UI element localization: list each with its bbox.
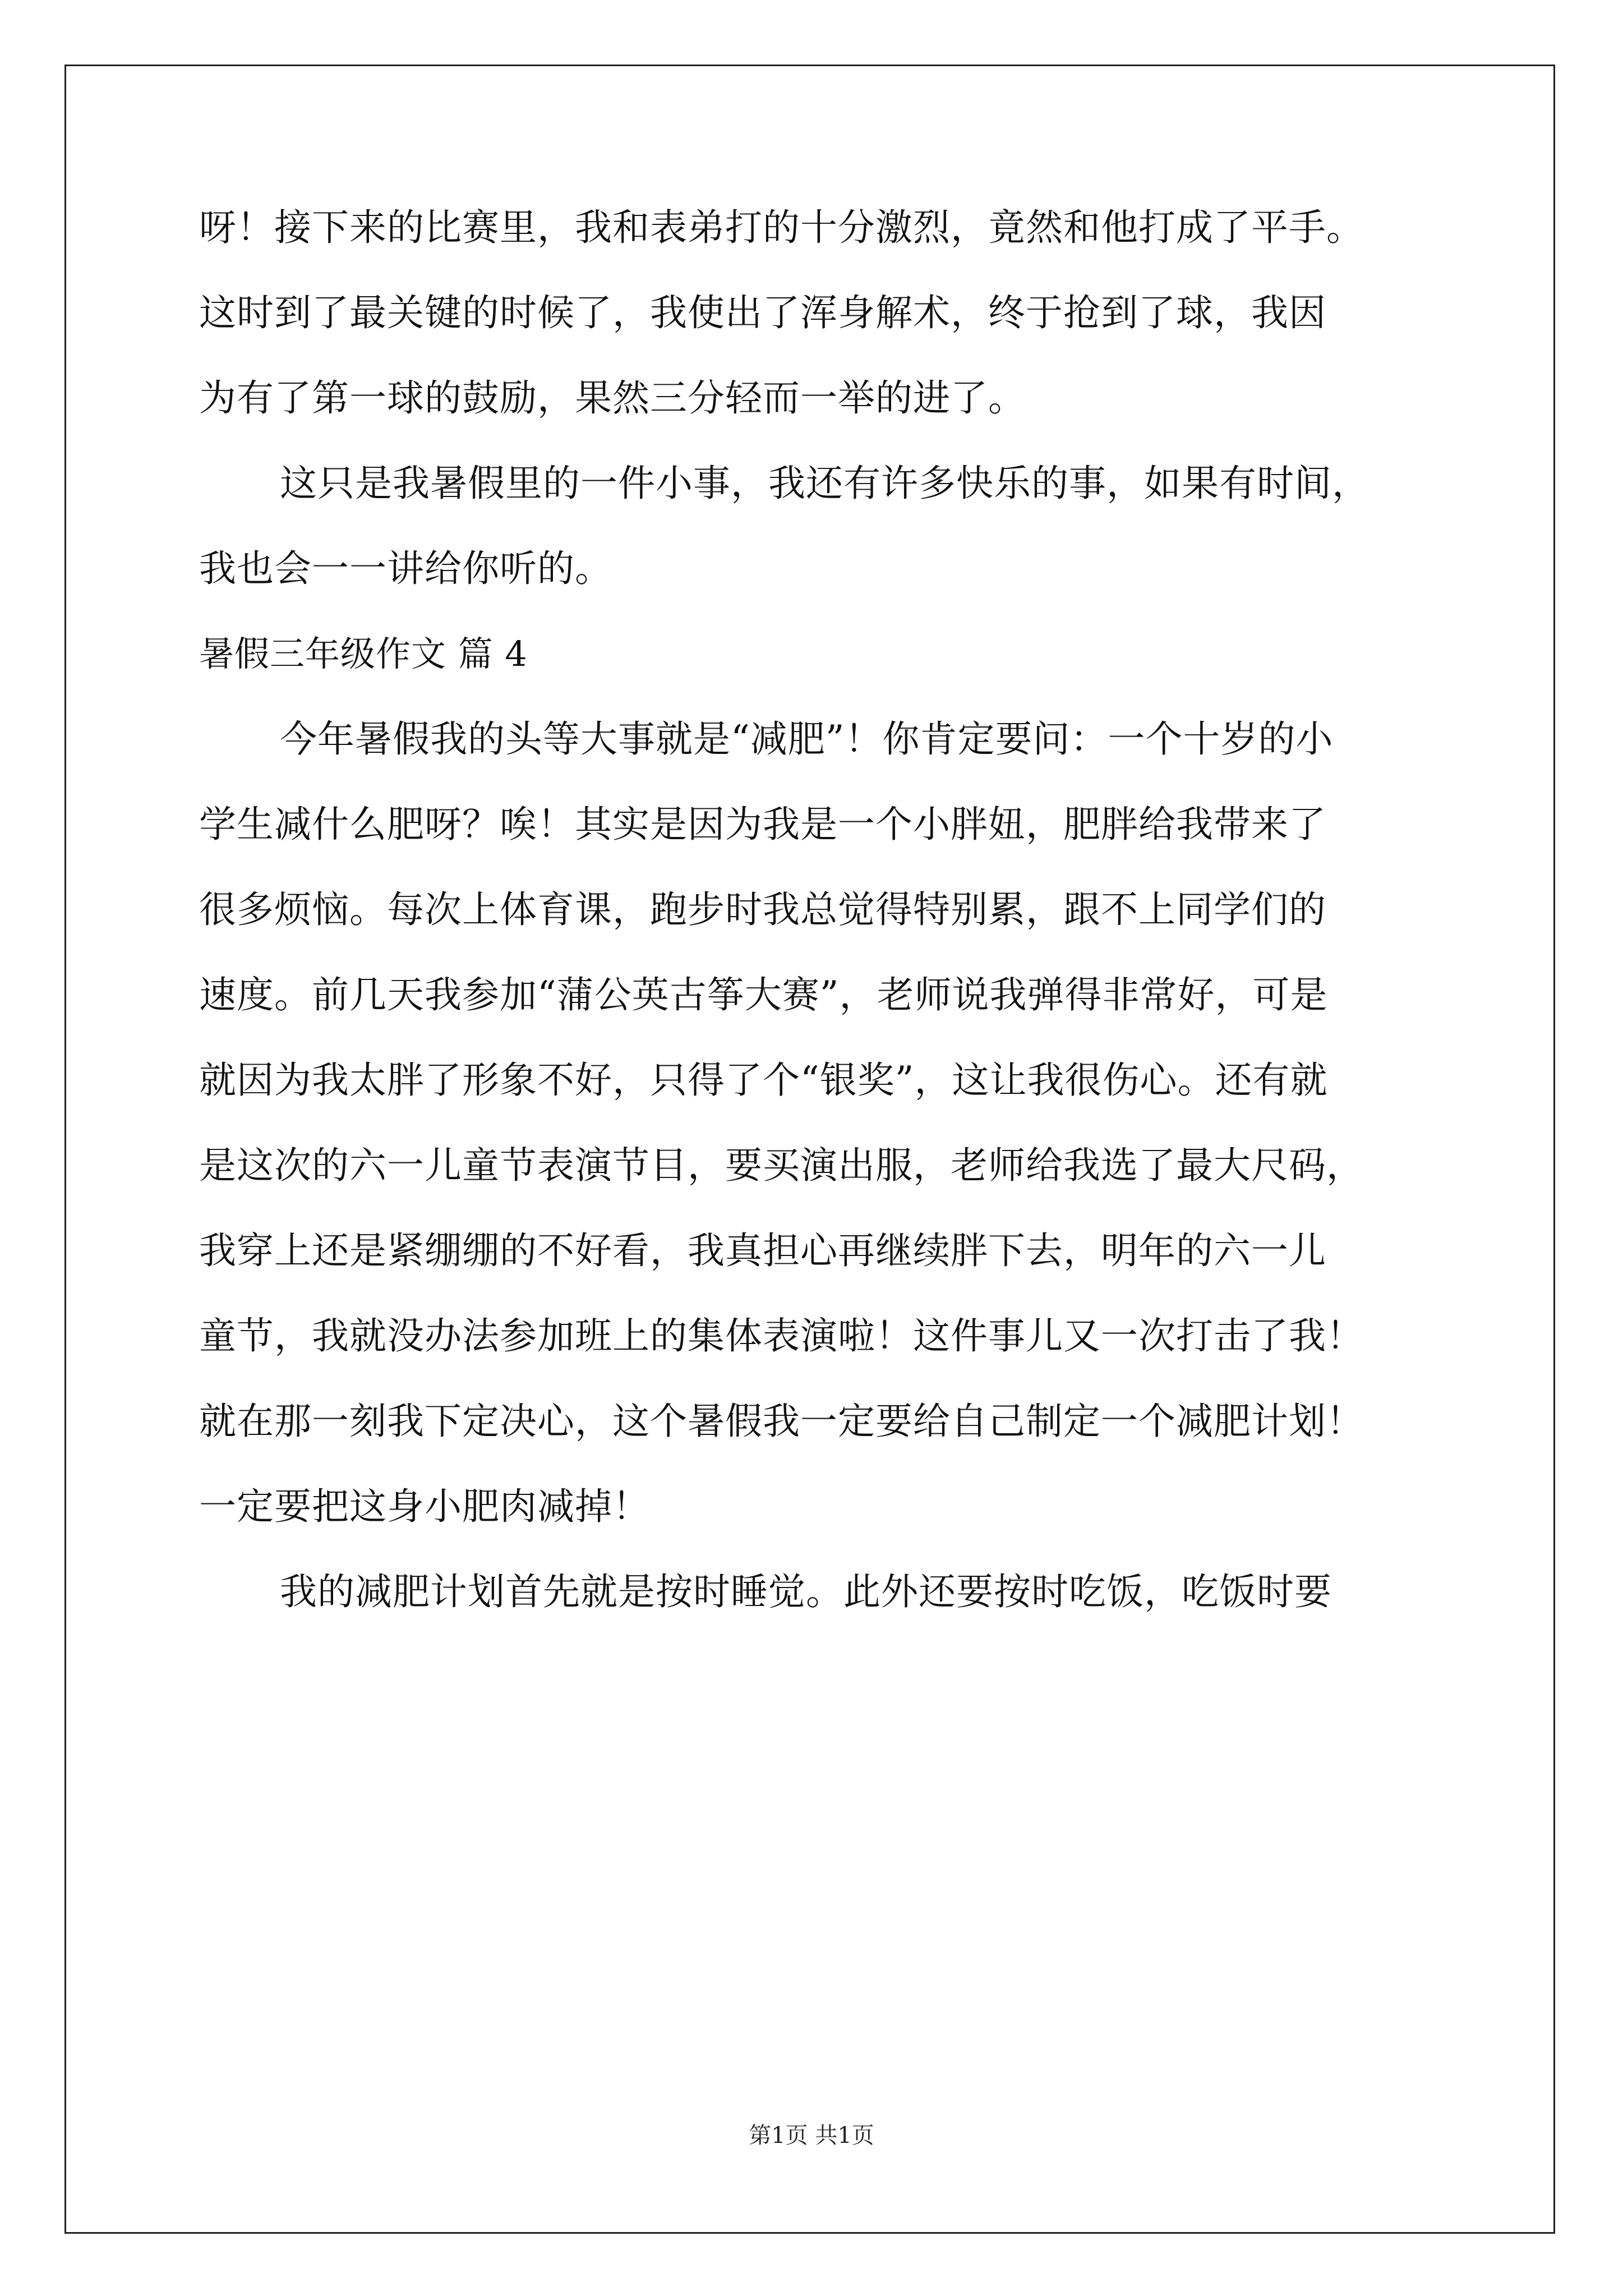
text-line: 我穿上还是紧绷绷的不好看，我真担心再继续胖下去，明年的六一儿 [199, 1229, 1326, 1272]
paragraph-start-line: 我的减肥计划首先就是按时睡觉。此外还要按时吃饭，吃饭时要 [280, 1570, 1332, 1613]
text-line: 这时到了最关键的时候了，我使出了浑身解术，终于抢到了球，我因 [199, 291, 1326, 334]
text-line: 童节，我就没办法参加班上的集体表演啦！这件事儿又一次打击了我！ [199, 1314, 1364, 1358]
text-line: 就在那一刻我下定决心，这个暑假我一定要给自己制定一个减肥计划！ [199, 1400, 1364, 1443]
text-line: 学生减什么肥呀？唉！其实是因为我是一个小胖妞，肥胖给我带来了 [199, 803, 1326, 846]
text-line: 一定要把这身小肥肉减掉！ [199, 1485, 650, 1528]
paragraph-start-line: 这只是我暑假里的一件小事，我还有许多快乐的事，如果有时间， [280, 462, 1370, 505]
page-number-footer: 第1页 共1页 [749, 2123, 874, 2148]
text-line: 我也会一一讲给你听的。 [199, 547, 612, 590]
text-line: 为有了第一球的鼓励，果然三分轻而一举的进了。 [199, 376, 1026, 420]
document-body [199, 206, 1438, 1656]
paragraph-start-line: 今年暑假我的头等大事就是“减肥”！你肯定要问：一个十岁的小 [280, 717, 1334, 761]
text-line: 呀！接下来的比赛里，我和表弟打的十分激烈，竟然和他打成了平手。 [199, 206, 1364, 249]
section-heading: 暑假三年级作文 篇 4 [199, 633, 528, 674]
text-line: 就因为我太胖了形象不好，只得了个“银奖”，这让我很伤心。还有就 [199, 1059, 1328, 1102]
text-line: 是这次的六一儿童节表演节目，要买演出服，老师给我选了最大尺码， [199, 1144, 1364, 1187]
text-line: 很多烦恼。每次上体育课，跑步时我总觉得特别累，跟不上同学们的 [199, 888, 1326, 931]
text-line: 速度。前几天我参加“蒲公英古筝大赛”，老师说我弹得非常好，可是 [199, 973, 1328, 1016]
